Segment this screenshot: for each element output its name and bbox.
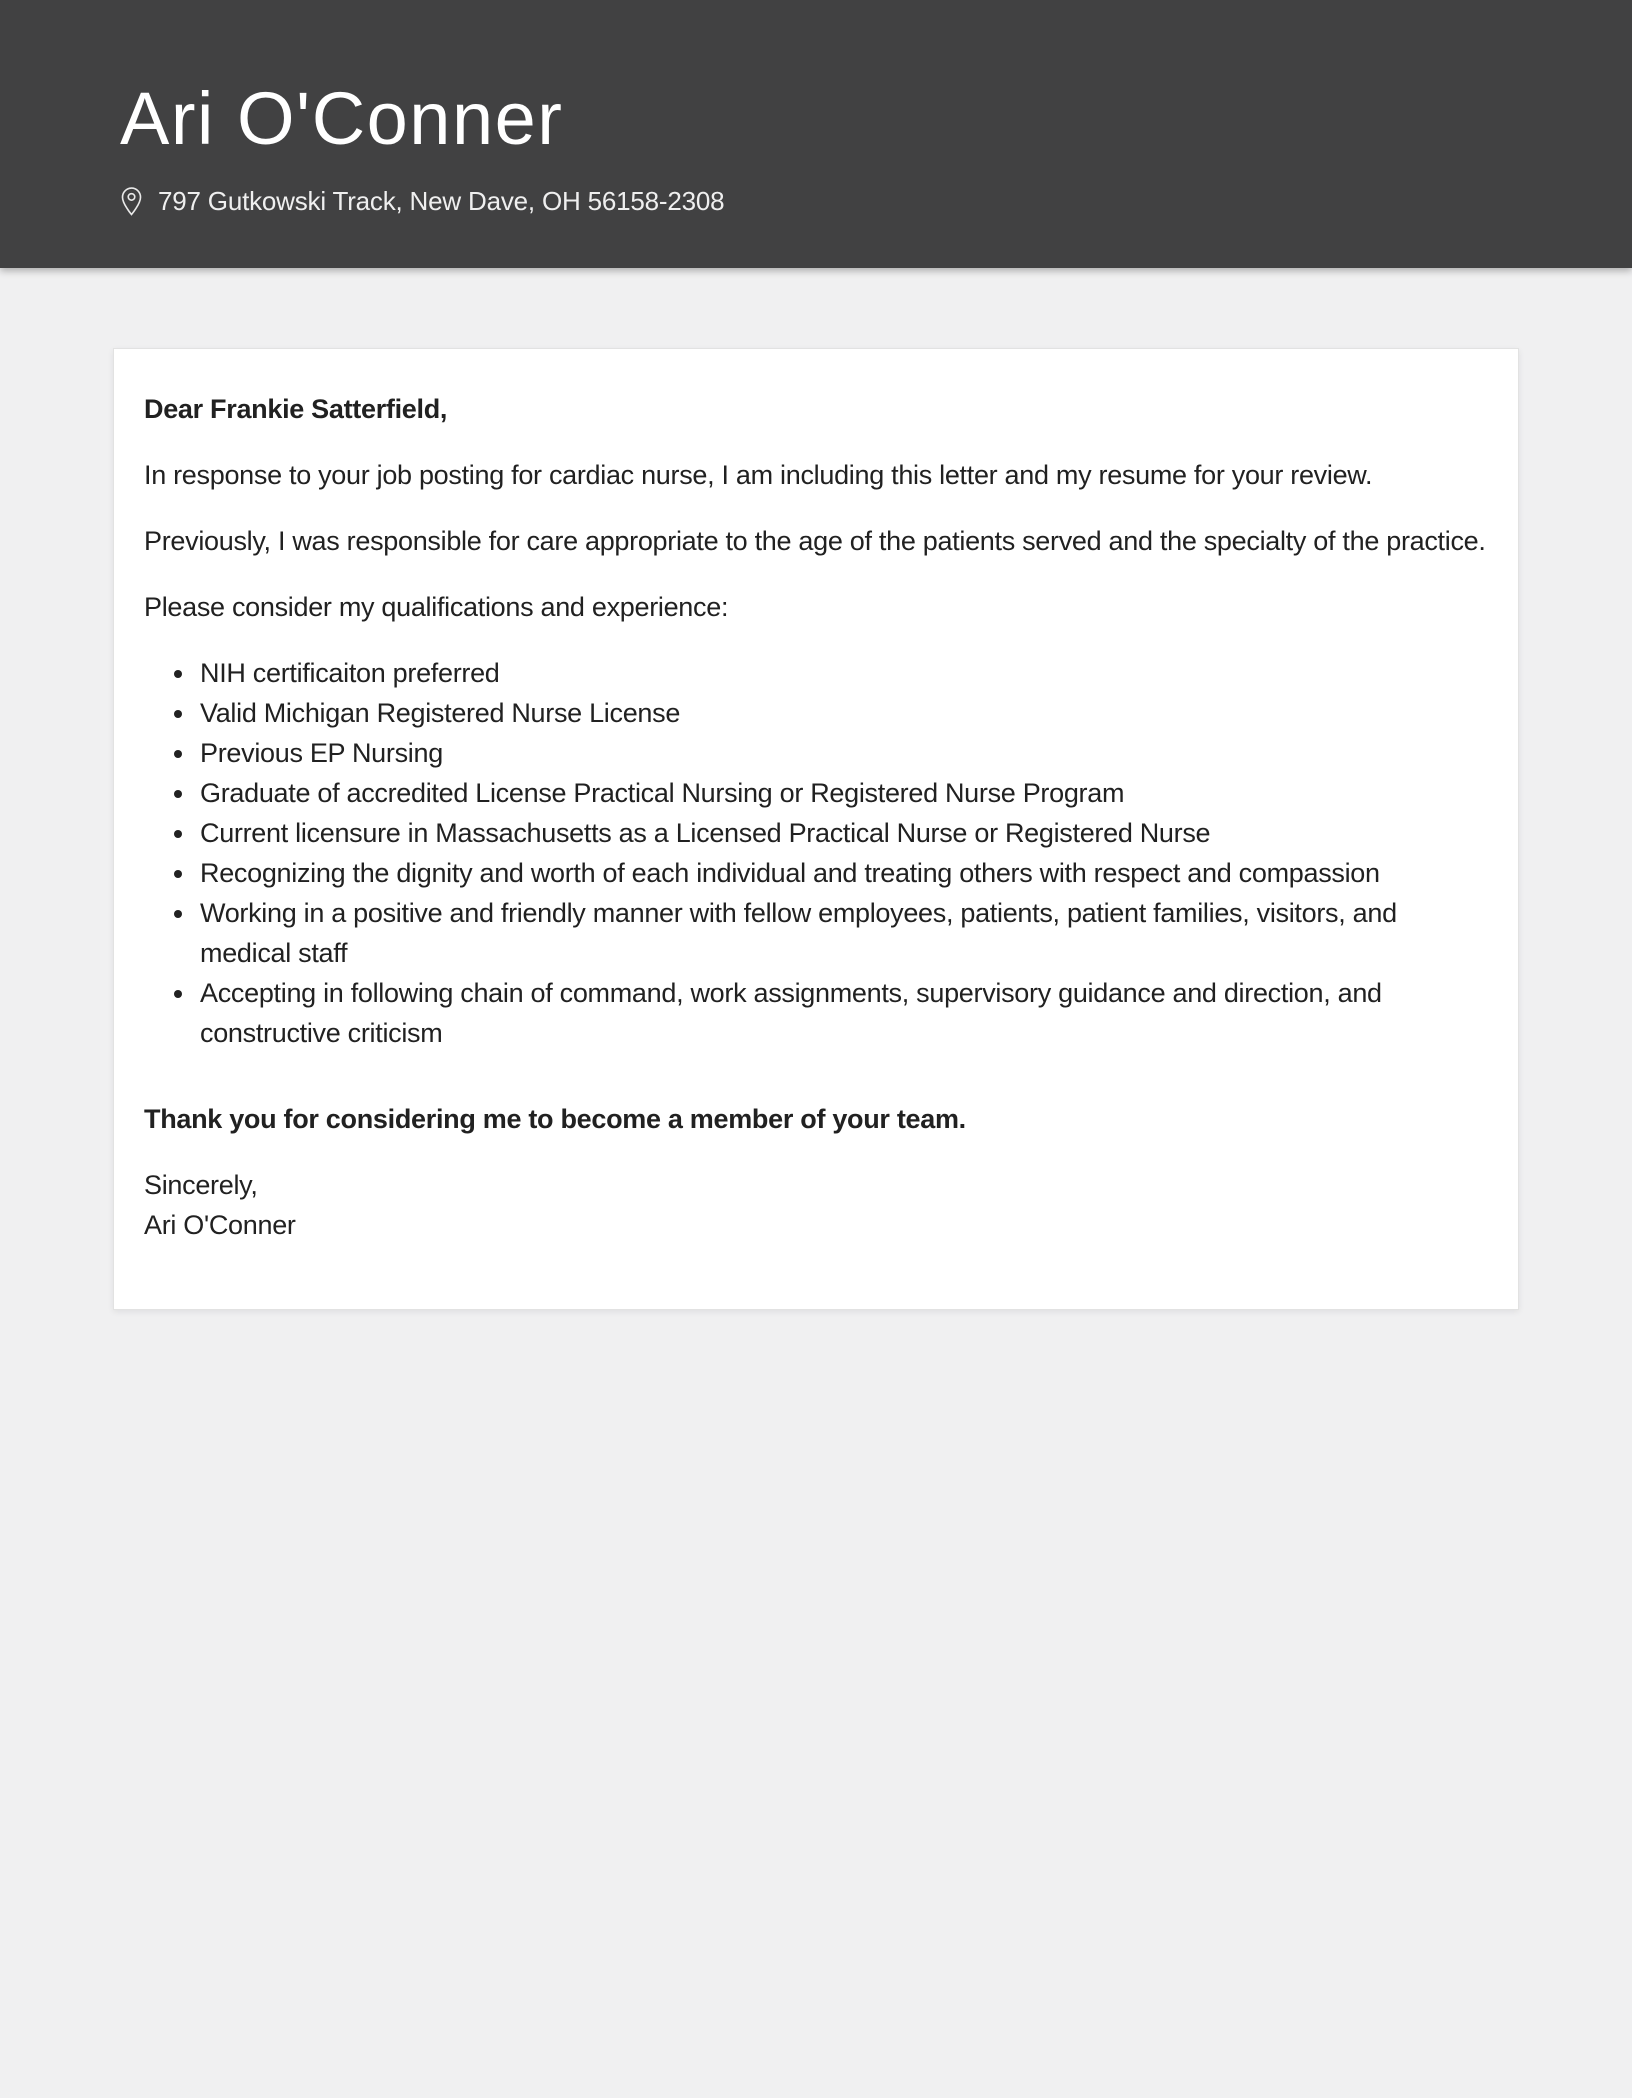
paragraph-qualifications-lead: Please consider my qualifications and experience: — [144, 592, 729, 622]
paragraph-experience: Previously, I was responsible for care appropriate to the age of the patients served and the specialty of the practice. — [144, 526, 1486, 556]
paragraph-intro: In response to your job posting for cardiac nurse, I am including this letter and my resume for your review. — [144, 460, 1373, 490]
qualification-item: • Recognizing the dignity and worth of each individual and treating others with respect and compassion — [197, 853, 1488, 893]
qualification-item: • Current licensure in Massachusetts as a Licensed Practical Nurse or Registered Nurse — [197, 813, 1488, 853]
qualification-item: • Valid Michigan Registered Nurse License — [197, 693, 1488, 733]
salutation: Dear Frankie Satterfield, — [144, 394, 448, 424]
qualification-item: • Working in a positive and friendly manner with fellow employees, patients, patient families, visitors, and medical staff — [197, 893, 1488, 973]
candidate-address: 797 Gutkowski Track, New Dave, OH 56158-2308 — [158, 186, 725, 216]
qualification-item: • NIH certificaiton preferred — [197, 653, 1488, 693]
contact-row — [120, 186, 1632, 217]
closing-line: Thank you for considering me to become a member of your team. — [144, 1104, 966, 1134]
qualification-item: • Previous EP Nursing — [197, 733, 1488, 773]
letter-card — [113, 348, 1519, 1310]
qualification-item: • Graduate of accredited License Practical Nursing or Registered Nurse Program — [197, 773, 1488, 813]
signoff-line: Sincerely, — [144, 1170, 258, 1200]
signature: Ari O'Conner — [144, 1210, 296, 1240]
page-header — [0, 0, 1632, 268]
candidate-name: Ari O'Conner — [120, 77, 564, 160]
qualification-item: • Accepting in following chain of command, work assignments, supervisory guidance and direction, and constructive criticism — [197, 973, 1488, 1053]
letter-body — [144, 389, 1488, 1245]
qualifications-list — [144, 653, 1488, 1053]
location-pin-icon — [120, 186, 143, 217]
signoff-block — [144, 1165, 1488, 1245]
